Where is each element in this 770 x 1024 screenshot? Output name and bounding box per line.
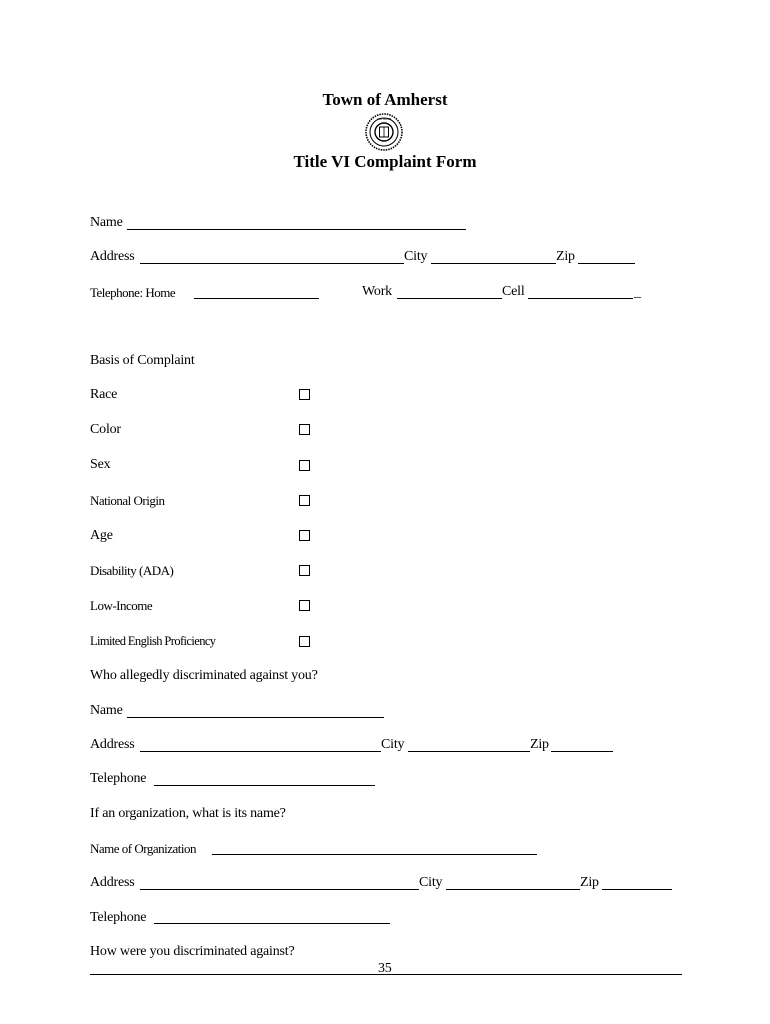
name-label: Name	[90, 215, 123, 230]
address-label: Address	[90, 249, 135, 264]
basis-age-label: Age	[90, 528, 113, 543]
footer-rule	[90, 974, 682, 975]
zip-field[interactable]	[578, 263, 635, 264]
respondent-name-field[interactable]	[127, 717, 384, 718]
work-label: Work	[362, 284, 392, 299]
organization-address-field[interactable]	[140, 889, 419, 890]
work-field[interactable]	[397, 298, 502, 299]
respondent-telephone-field[interactable]	[154, 785, 375, 786]
basis-race-checkbox[interactable]	[299, 389, 310, 400]
svg-text:AMHERST: AMHERST	[376, 117, 392, 121]
basis-low-income-label: Low-Income	[90, 598, 153, 613]
zip-label: Zip	[556, 249, 575, 264]
basis-national-origin-label: National Origin	[90, 493, 165, 508]
basis-disability-checkbox[interactable]	[299, 565, 310, 576]
basis-sex-checkbox[interactable]	[299, 460, 310, 471]
respondent-zip-field[interactable]	[551, 751, 613, 752]
respondent-city-label: City	[381, 737, 405, 752]
basis-national-origin-checkbox[interactable]	[299, 495, 310, 506]
respondent-telephone-label: Telephone	[90, 771, 147, 786]
respondent-question: Who allegedly discriminated against you?	[90, 668, 318, 683]
respondent-city-field[interactable]	[408, 751, 530, 752]
organization-address-label: Address	[90, 875, 135, 890]
name-field[interactable]	[127, 229, 466, 230]
organization-zip-label: Zip	[580, 875, 599, 890]
address-field[interactable]	[140, 263, 404, 264]
organization-zip-field[interactable]	[602, 889, 672, 890]
telephone-home-label: Telephone: Home	[90, 285, 176, 300]
respondent-name-label: Name	[90, 703, 123, 718]
cell-label: Cell	[502, 284, 525, 299]
organization-telephone-field[interactable]	[154, 923, 390, 924]
city-label: City	[404, 249, 428, 264]
basis-heading: Basis of Complaint	[90, 353, 195, 368]
basis-race-label: Race	[90, 387, 118, 402]
cell-trail: _	[634, 285, 641, 300]
organization-city-field[interactable]	[446, 889, 580, 890]
basis-disability-label: Disability (ADA)	[90, 563, 174, 578]
basis-age-checkbox[interactable]	[299, 530, 310, 541]
organization-question: If an organization, what is its name?	[90, 806, 286, 821]
basis-lep-label: Limited English Proficiency	[90, 634, 216, 648]
respondent-zip-label: Zip	[530, 737, 549, 752]
form-title: Title VI Complaint Form	[293, 152, 477, 171]
organization-city-label: City	[419, 875, 443, 890]
organization-name-label: Name of Organization	[90, 841, 196, 856]
town-seal	[365, 113, 403, 151]
organization-name-field[interactable]	[212, 854, 537, 855]
basis-color-label: Color	[90, 422, 121, 437]
basis-low-income-checkbox[interactable]	[299, 600, 310, 611]
how-question: How were you discriminated against?	[90, 944, 295, 959]
basis-lep-checkbox[interactable]	[299, 636, 310, 647]
cell-field[interactable]	[528, 298, 633, 299]
respondent-address-label: Address	[90, 737, 135, 752]
city-field[interactable]	[431, 263, 556, 264]
basis-color-checkbox[interactable]	[299, 424, 310, 435]
respondent-address-field[interactable]	[140, 751, 381, 752]
org-title: Town of Amherst	[322, 90, 448, 109]
basis-sex-label: Sex	[90, 457, 111, 472]
page-number: 35	[378, 961, 392, 976]
telephone-home-field[interactable]	[194, 298, 319, 299]
organization-telephone-label: Telephone	[90, 910, 147, 925]
